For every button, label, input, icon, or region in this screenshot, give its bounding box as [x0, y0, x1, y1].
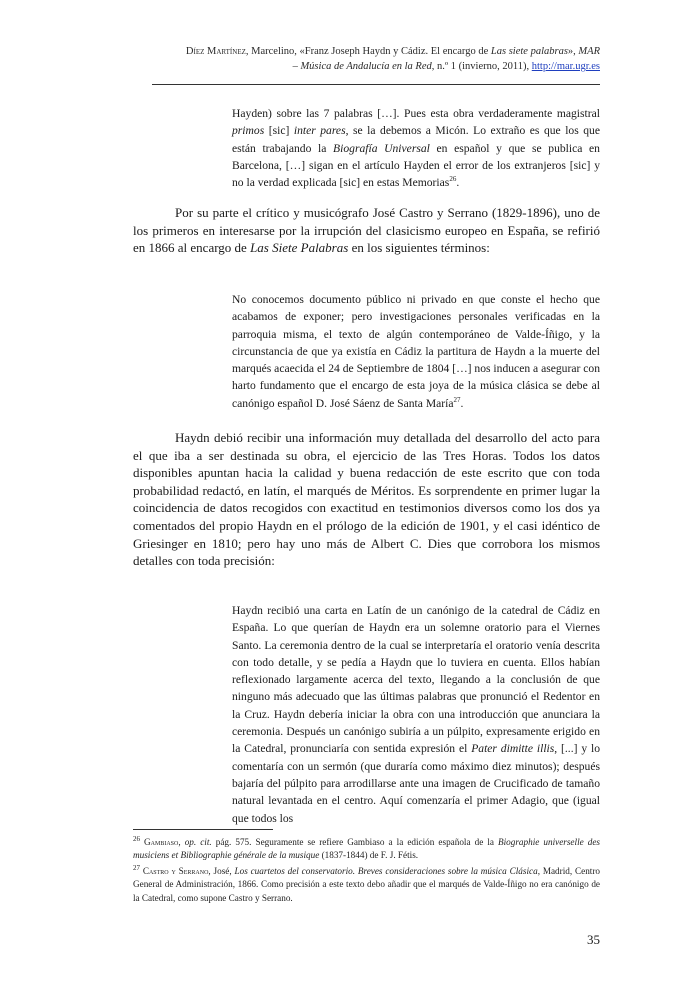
footnote-number: 26 [133, 834, 140, 843]
header-rule [152, 84, 600, 85]
quote1-italic-3: Biografía Universal [333, 141, 430, 155]
block-quote-1 [232, 105, 600, 191]
quote1-text-1: Hayden) sobre las 7 palabras […]. Pues esta obra verdaderamente magistral [232, 107, 600, 120]
footnote-text: , [178, 837, 185, 847]
footnote-author: Gambiaso [144, 837, 179, 847]
header-journal: MAR [578, 46, 600, 57]
quote1-text-3: , se la debemos a Micón. Lo extraño es que los que están trabajando la [232, 124, 600, 155]
block-quote-3 [232, 602, 600, 827]
body-paragraph-1 [133, 204, 600, 257]
footnote-italic: Los cuartetos del conservatorio. Breves consideraciones sobre la música Clásica [234, 866, 538, 876]
body-paragraph-2: Haydn debió recibir una información muy detallada del desarrollo del acto para el que iba a ser destinada su obra, el ejercicio de las Tres Horas. Todos los datos disponibles apuntan hacia la calidad y buena redacción de este escrito que con toda probabilidad redactó, en latín, el marqués de Méritos. Es sorprendente en primer lugar la coincidencia de datos recogidos con exactitud en testimonios diversos como los dos ya comentados del propio Haydn en el prólogo de la edición de 1901, y el casi idéntico de Griesinger en 1810; pero hay uno más de Albert C. Dies que corrobora los mismos detalles con toda precisión: [133, 430, 600, 569]
footnote-italic: op. cit. [184, 837, 212, 847]
running-header [140, 44, 600, 74]
header-line2-prefix: – [292, 61, 301, 72]
quote3-text-2: , [...] y lo comentaría con un sermón (que duraría como máximo diez minutos); después bajaría del púlpito para arrodillarse ante una imagen de Crucificado de tamaño natural levantada en el centro. Aquí comenzaría el primer Adagio, que (igual que todos los [232, 742, 601, 825]
quote3-text-1: Haydn recibió una carta en Latín de un canónigo de la catedral de Cádiz en España. Lo que querían de Haydn era un solemne oratorio para el Viernes Santo. La ceremonia dentro de la cual se interpretaría el oratorio venía descrita con todo detalle, y se pedía a Haydn que lo tuviera en cuenta. Ellos habían reflexionado largamente acerca del texto, llegando a la conclusión de que ninguno más adecuado que las últimas palabras que pronunció el Redentor en la Cruz. Haydn debería iniciar la obra con una introducción que anunciara la ceremonia. Después un canónigo subiría a un púlpito, expresamente erigido en la Catedral, pronunciaría con sentida expresión el [232, 604, 600, 756]
quote1-italic-1: primos [232, 124, 265, 138]
footnote-text: (1837-1844) de F. J. Fétis. [319, 850, 419, 861]
footnote-author: Castro y Serrano [142, 866, 209, 876]
header-after-title: », [567, 46, 579, 57]
footnote-27 [133, 865, 600, 905]
footnote-26 [133, 836, 600, 863]
quote2-text-1: No conocemos documento público ni privado en que conste el hecho que acabamos de exponer; pero investigaciones personales verificadas en la parroquia misma, el texto de algún contemporáneo de Valde-Íñigo, y la circunstancia de que ya existía en Cádiz la partitura de Haydn a la muerte del marqués acaecida el 24 de Septiembre de 1804 […] nos inducen a asegurar con harto fundamento que el encargo de esta joya de la música clásica se debe al canónigo español D. José Sáenz de Santa María [232, 293, 600, 410]
header-issue: , n.º 1 (invierno, 2011), [431, 61, 532, 72]
quote2-text-2: . [460, 396, 464, 410]
header-line-1 [140, 44, 600, 59]
para1-text-1: Por su parte el crítico y musicógrafo José Castro y Serrano (1829-1896), uno de los primeros en interesarse por la irrupción del clasicismo europeo en España, se refirió en 1866 al encargo de [133, 205, 600, 256]
footnote-text: , José, [208, 866, 235, 876]
header-url-link[interactable]: http://mar.ugr.es [531, 61, 600, 72]
header-author-rest: , Marcelino, «Franz Joseph Haydn y Cádiz. El encargo de [245, 46, 491, 57]
header-line-2 [140, 59, 600, 74]
header-work-title: Las siete palabras [490, 46, 568, 57]
footnote-text: pág. 575. Seguramente se refiere Gambiaso a la edición española de la [211, 837, 498, 847]
quote3-italic-1: Pater dimitte illis [471, 742, 555, 756]
header-author: Díez Martínez [185, 46, 246, 57]
footnote-italic: Biographie universelle des musiciens et Bibliographie générale de la musique [133, 837, 600, 861]
quote1-italic-2: inter pares [293, 124, 346, 138]
footnote-number: 27 [133, 863, 140, 872]
footnote-rule [133, 829, 273, 830]
quote1-text-4: en español y que se publica en Barcelona, […] sigan en el artículo Hayden el error de los extranjeros [sic] y no la verdad explicada [sic] en estas Memorias [232, 141, 600, 190]
para1-text-2: en los siguientes términos: [348, 240, 490, 256]
quote1-text-5: . [456, 176, 460, 190]
page-number: 35 [587, 932, 600, 947]
quote1-text-2: [sic] [264, 124, 294, 138]
footnote-text: , Madrid, Centro General de Administración, 1866. Como precisión a este texto debo añadir que el marqués de Valde-Íñigo no era canónigo de la Catedral, como supone Castro y Serrano. [133, 866, 600, 903]
para1-italic-1: Las Siete Palabras [250, 240, 349, 256]
footnote-ref-27[interactable]: 27 [453, 395, 461, 404]
header-journal-full: Música de Andalucía en la Red [300, 61, 432, 72]
block-quote-2 [232, 291, 600, 412]
footnote-ref-26[interactable]: 26 [449, 175, 457, 184]
